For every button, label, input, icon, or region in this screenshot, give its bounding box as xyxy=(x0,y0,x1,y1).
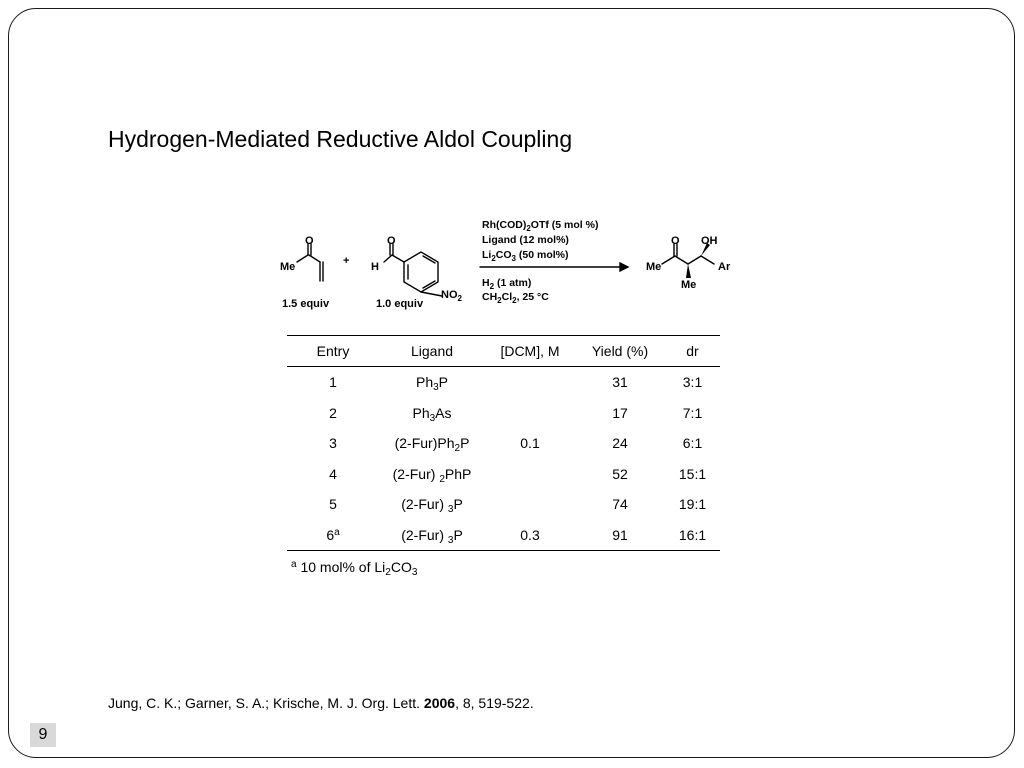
dcm-cell xyxy=(485,489,575,520)
dr-cell: 3:1 xyxy=(682,374,703,391)
ketone-equiv-label: 1.5 equiv xyxy=(282,298,330,310)
ligand-cell: $(2-Fur)Ph_2P$ xyxy=(394,435,470,455)
dcm-cell: 0.1 xyxy=(520,435,540,452)
table-row xyxy=(287,367,720,398)
yield-cell: 24 xyxy=(612,435,628,452)
product-methyl-label: Me xyxy=(646,261,662,273)
entry-cell: 3 xyxy=(329,435,337,452)
ketone-methyl-label: Me xyxy=(280,261,296,273)
yield-cell: 17 xyxy=(612,404,628,421)
dr-cell: 6:1 xyxy=(682,435,703,452)
ligand-cell: (2-Fur) $_3$P xyxy=(379,520,485,551)
reaction-scheme xyxy=(270,212,750,312)
plus-sign: + xyxy=(343,255,350,267)
entry-cell: 5 xyxy=(329,496,337,513)
dcm-cell xyxy=(485,398,575,429)
table-row xyxy=(287,459,720,490)
aldehyde-oxygen-label: O xyxy=(387,235,396,247)
table-row xyxy=(287,489,720,520)
yield-cell: 31 xyxy=(612,374,628,391)
results-table xyxy=(287,335,720,551)
table-header-row xyxy=(287,336,720,367)
ketone-oxygen-label: O xyxy=(305,235,314,247)
header-ligand: Ligand xyxy=(379,336,485,367)
yield-cell: 91 xyxy=(575,520,665,551)
product-aryl-label: Ar xyxy=(718,261,731,273)
dr-cell: 19:1 xyxy=(678,496,707,513)
product-methyl2-label: Me xyxy=(681,279,697,291)
table-row xyxy=(287,398,720,429)
ligand-cell: $Ph_3P$ xyxy=(415,374,449,394)
header-dr: dr xyxy=(665,336,720,367)
ligand-cell: (2-Fur) $_2$PhP xyxy=(392,465,472,485)
header-dcm: [DCM], M xyxy=(485,336,575,367)
slide-title: Hydrogen-Mediated Reductive Aldol Coupling xyxy=(108,126,573,152)
dr-cell: 16:1 xyxy=(665,520,720,551)
dr-cell: 7:1 xyxy=(682,404,703,421)
entry-cell: 2 xyxy=(329,404,337,421)
dr-cell: 15:1 xyxy=(678,465,707,482)
product-oxygen-label: O xyxy=(671,235,680,247)
ligand-cell: $Ph_3As$ xyxy=(412,404,452,424)
conditions-ligand: Ligand (12 mol%) xyxy=(482,234,569,246)
header-yield: Yield (%) xyxy=(575,336,665,367)
table-footnote: $^a$ 10 mol% of $Li_2CO_3$ xyxy=(291,559,418,578)
conditions-solvent: $CH_2Cl_2$, 25 °C xyxy=(482,291,549,305)
dcm-cell xyxy=(485,367,575,398)
conditions-catalyst: $Rh(COD)_2OTf$ (5 mol %) xyxy=(482,219,599,233)
conditions-hydrogen: $H_2$ (1 atm) xyxy=(482,277,532,291)
entry-cell: 4 xyxy=(329,465,337,482)
yield-cell: 74 xyxy=(612,496,628,513)
table-row xyxy=(287,428,720,459)
aldehyde-equiv-label: 1.0 equiv xyxy=(376,298,424,310)
dcm-cell xyxy=(485,459,575,490)
citation: Jung, C. K.; Garner, S. A.; Krische, M. J. Org. Lett. 2006, 8, 519-522. xyxy=(108,695,534,711)
conditions-base: $Li_2CO_3$ (50 mol%) xyxy=(482,249,569,263)
table-row xyxy=(287,520,720,551)
entry-cell: 6$^a$ xyxy=(287,520,379,551)
yield-cell: 52 xyxy=(612,465,628,482)
nitro-label: $NO_2$ xyxy=(441,289,462,303)
dcm-cell: 0.3 xyxy=(485,520,575,551)
ligand-cell: (2-Fur) $_3$P xyxy=(401,496,463,516)
product-hydroxyl-label: OH xyxy=(701,235,718,247)
entry-cell: 1 xyxy=(329,374,337,391)
page-number: 9 xyxy=(30,723,56,747)
aldehyde-h-label: H xyxy=(371,261,379,273)
header-entry: Entry xyxy=(287,336,379,367)
